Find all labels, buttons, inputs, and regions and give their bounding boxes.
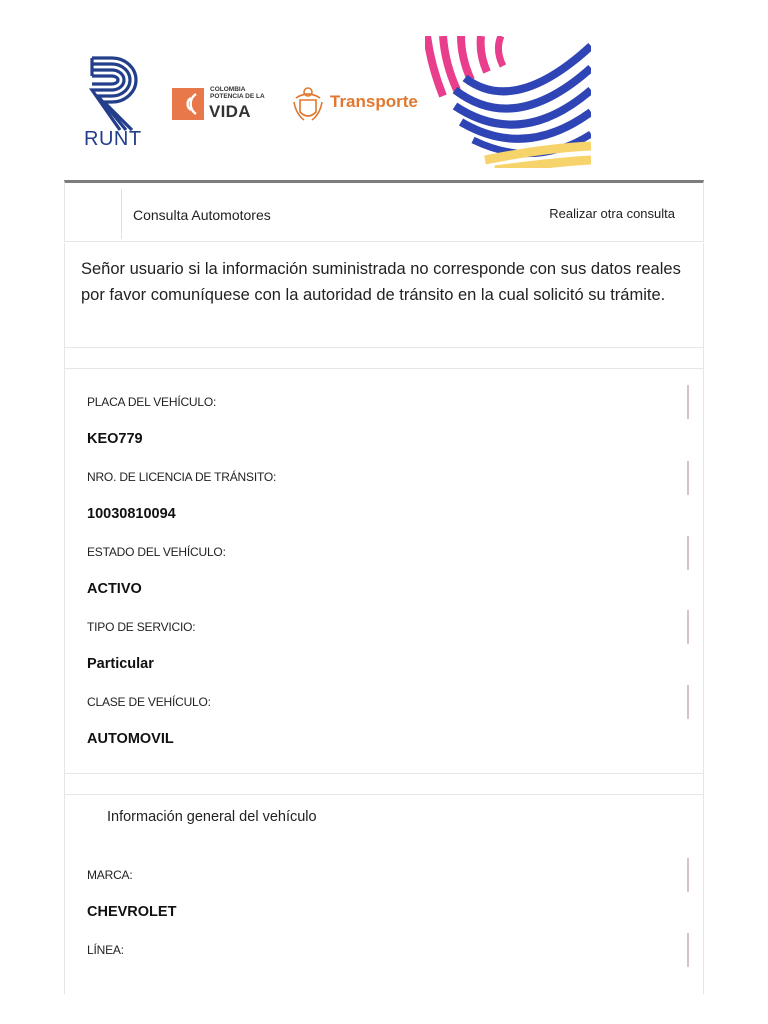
row-indicator xyxy=(687,536,689,570)
panel-spacer xyxy=(64,348,704,368)
header-divider xyxy=(121,189,122,239)
row-indicator xyxy=(687,933,689,967)
new-query-link[interactable]: Realizar otra consulta xyxy=(549,206,675,221)
colombia-logo-caption: COLOMBIA POTENCIA DE LA xyxy=(210,86,265,100)
row-indicator xyxy=(687,385,689,419)
runt-logo-text: RUNT xyxy=(84,128,142,150)
service-type-label: TIPO DE SERVICIO: xyxy=(87,620,196,634)
service-type-value: Particular xyxy=(87,656,154,672)
vehicle-class-label: CLASE DE VEHÍCULO: xyxy=(87,695,211,709)
license-label: NRO. DE LICENCIA DE TRÁNSITO: xyxy=(87,470,277,484)
vehicle-class-value: AUTOMOVIL xyxy=(87,731,174,747)
panel-spacer xyxy=(64,774,704,794)
query-header xyxy=(64,180,704,242)
row-indicator xyxy=(687,685,689,719)
status-label: ESTADO DEL VEHÍCULO: xyxy=(87,545,226,559)
general-info-panel xyxy=(64,794,704,994)
notice-message: Señor usuario si la información suministrada no corresponde con sus datos reales por favor comuníquese con la autoridad de tránsito en la cual solicitó su trámite. xyxy=(64,243,704,348)
row-indicator xyxy=(687,461,689,495)
vehicle-summary-panel xyxy=(64,368,704,774)
row-indicator xyxy=(687,610,689,644)
logo-bar xyxy=(0,0,768,180)
brand-label: MARCA: xyxy=(87,868,133,882)
status-value: ACTIVO xyxy=(87,581,142,597)
license-value: 10030810094 xyxy=(87,506,176,522)
brand-value: CHEVROLET xyxy=(87,904,177,920)
plate-value: KEO779 xyxy=(87,431,143,447)
transporte-logo-text: Transporte xyxy=(330,92,418,111)
colombia-logo-word: VIDA xyxy=(209,102,251,121)
general-info-title: Información general del vehículo xyxy=(107,809,317,825)
query-title: Consulta Automotores xyxy=(133,207,271,223)
line-label: LÍNEA: xyxy=(87,943,124,957)
row-indicator xyxy=(687,858,689,892)
decorative-waves-graphic xyxy=(425,36,591,168)
coat-of-arms-icon xyxy=(290,84,326,124)
plate-label: PLACA DEL VEHÍCULO: xyxy=(87,395,217,409)
